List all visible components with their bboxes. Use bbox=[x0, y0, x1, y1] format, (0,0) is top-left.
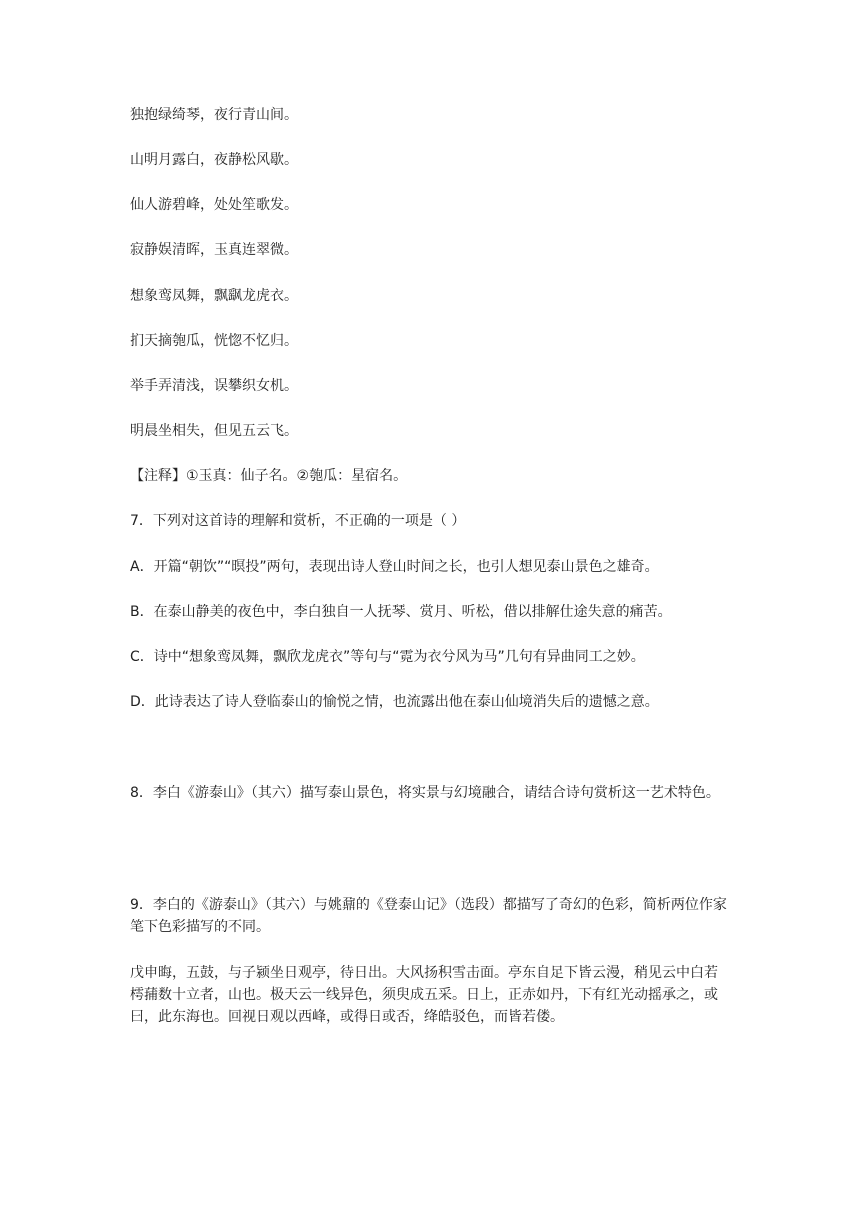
question-7-option-b: B．在泰山静美的夜色中，李白独自一人抚琴、赏月、听松，借以排解仕途失意的痛苦。 bbox=[130, 604, 672, 620]
poem-line: 山明月露白，夜静松风歇。 bbox=[130, 152, 298, 168]
poem-line: 独抱绿绮琴，夜行青山间。 bbox=[130, 107, 298, 123]
question-7-option-d: D．此诗表达了诗人登临泰山的愉悦之情，也流露出他在泰山仙境消失后的遗憾之意。 bbox=[130, 694, 659, 710]
question-9: 9．李白的《游泰山》（其六）与姚鼐的《登泰山记》（选段）都描写了奇幻的色彩，简析两位作家笔下色彩描写的不同。 bbox=[130, 897, 727, 935]
reference-passage: 戊申晦，五鼓，与子颍坐日观亭，待日出。大风扬积雪击面。亭东自足下皆云漫，稍见云中白若樗蒱数十立者，山也。极天云一线异色，须臾成五采。日上，正赤如丹，下有红光动摇承之，或曰，此东海也。回视日观以西峰，或得日或否，绛皓驳色，而皆若偻。 bbox=[130, 965, 718, 1025]
poem-line: 举手弄清浅，误攀织女机。 bbox=[130, 378, 298, 394]
poem-line: 扪天摘匏瓜，恍惚不忆归。 bbox=[130, 333, 298, 349]
annotation-note: 【注释】①玉真：仙子名。②匏瓜：星宿名。 bbox=[130, 468, 408, 484]
poem-line: 明晨坐相失，但见五云飞。 bbox=[130, 423, 298, 439]
poem-line: 想象鸾凤舞，飘飖龙虎衣。 bbox=[130, 288, 298, 304]
poem-line: 仙人游碧峰，处处笙歌发。 bbox=[130, 197, 298, 213]
question-7-stem: 7．下列对这首诗的理解和赏析，不正确的一项是（ ） bbox=[130, 513, 466, 529]
question-7-option-a: A．开篇“朝饮”“暝投”两句，表现出诗人登山时间之长，也引人想见泰山景色之雄奇。 bbox=[130, 559, 659, 575]
question-8: 8．李白《游泰山》（其六）描写泰山景色，将实景与幻境融合，请结合诗句赏析这一艺术特色。 bbox=[130, 785, 720, 801]
poem-line: 寂静娱清晖，玉真连翠微。 bbox=[130, 242, 298, 258]
question-7-option-c: C．诗中“想象鸾凤舞，飘欣龙虎衣”等句与“霓为衣兮风为马”几句有异曲同工之妙。 bbox=[130, 649, 645, 665]
